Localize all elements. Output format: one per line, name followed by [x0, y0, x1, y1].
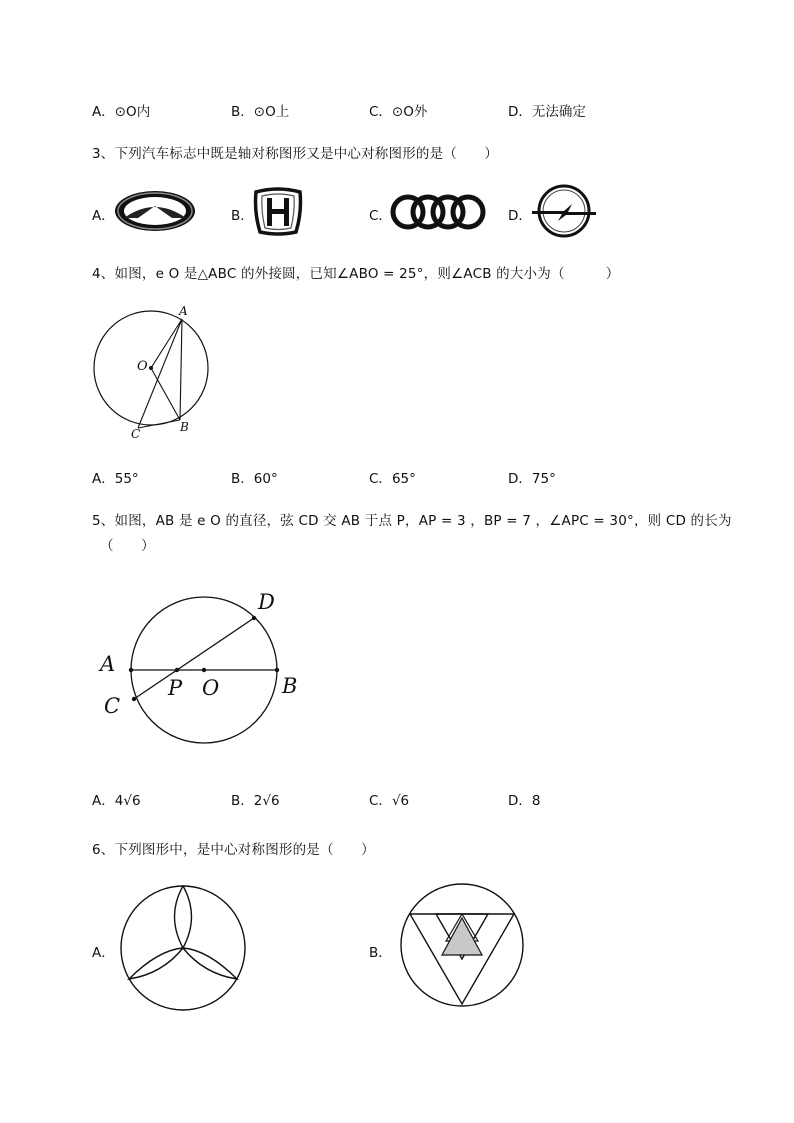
q6-option-a-letter[interactable]: A．	[92, 945, 115, 961]
option-text: √6	[391, 793, 410, 809]
option-letter: B．	[231, 471, 254, 487]
option-text: ⊙O上	[253, 104, 290, 120]
option-text: 2√6	[253, 793, 280, 809]
option-letter: A．	[92, 793, 115, 809]
option-letter: B．	[231, 104, 254, 120]
triangle-in-circle-icon	[398, 880, 526, 1010]
q6-option-b-letter[interactable]: B．	[369, 945, 392, 961]
q4-circle-figure	[86, 300, 216, 444]
q5-option-d[interactable]	[508, 789, 541, 809]
option-letter: C．	[369, 104, 392, 120]
option-letter: D．	[508, 104, 532, 120]
option-letter: C．	[369, 471, 392, 487]
infiniti-logo-icon	[112, 188, 198, 234]
q2-option-d[interactable]	[508, 100, 586, 120]
q5-label-p: P	[168, 676, 183, 700]
q5-label-a: A	[100, 652, 116, 676]
option-text: ⊙O内	[114, 104, 151, 120]
q4-label-o: O	[137, 359, 148, 374]
q2-option-a[interactable]	[92, 100, 150, 120]
option-letter: D．	[508, 793, 532, 809]
opel-logo-icon	[528, 184, 598, 238]
q4-option-d[interactable]	[508, 467, 556, 487]
q4-option-b[interactable]	[231, 467, 278, 487]
q3-option-a-letter[interactable]: A．	[92, 208, 115, 224]
option-text: 55°	[114, 471, 139, 487]
q2-option-b[interactable]	[231, 100, 289, 120]
option-letter: B．	[231, 793, 254, 809]
q5-label-o: O	[202, 676, 220, 700]
q4-label-c: C	[131, 427, 141, 441]
honda-logo-icon	[252, 186, 304, 236]
q4-stem: 4、如图，e O 是△ABC 的外接圆，已知∠ABO = 25°，则∠ACB 的大小为（ ）	[92, 266, 620, 282]
q5-option-c[interactable]	[369, 789, 409, 809]
option-text: 75°	[531, 471, 556, 487]
option-letter: A．	[92, 104, 115, 120]
q5-label-d: D	[258, 590, 275, 614]
q4-label-a: A	[179, 304, 188, 318]
audi-logo-icon	[390, 192, 486, 232]
option-text: 无法确定	[531, 104, 586, 120]
q3-option-b-letter[interactable]: B．	[231, 208, 254, 224]
option-letter: A．	[92, 471, 115, 487]
option-text: ⊙O外	[391, 104, 428, 120]
option-text: 4√6	[114, 793, 141, 809]
q3-option-c-letter[interactable]: C．	[369, 208, 392, 224]
q4-option-c[interactable]	[369, 467, 416, 487]
q3-stem: 3、下列汽车标志中既是轴对称图形又是中心对称图形的是（ ）	[92, 146, 499, 162]
q6-stem: 6、下列图形中，是中心对称图形的是（ ）	[92, 842, 375, 858]
q5-option-a[interactable]	[92, 789, 141, 809]
option-letter: D．	[508, 471, 532, 487]
three-arcs-circle-icon	[118, 880, 248, 1014]
q5-option-b[interactable]	[231, 789, 280, 809]
q4-option-a[interactable]	[92, 467, 139, 487]
q3-option-d-letter[interactable]: D．	[508, 208, 532, 224]
option-text: 65°	[391, 471, 416, 487]
q4-label-b: B	[180, 420, 189, 434]
q5-stem-line2: （ ）	[100, 538, 155, 554]
option-letter: C．	[369, 793, 392, 809]
q5-label-b: B	[282, 674, 298, 698]
q5-circle-figure	[100, 590, 300, 750]
q5-label-c: C	[104, 694, 121, 718]
option-text: 8	[531, 793, 541, 809]
q5-stem-line1: 5、如图，AB 是 e O 的直径，弦 CD 交 AB 于点 P，AP = 3 ，BP = 7 ，∠APC = 30°，则 CD 的长为	[92, 513, 732, 529]
q2-option-c[interactable]	[369, 100, 427, 120]
option-text: 60°	[253, 471, 278, 487]
